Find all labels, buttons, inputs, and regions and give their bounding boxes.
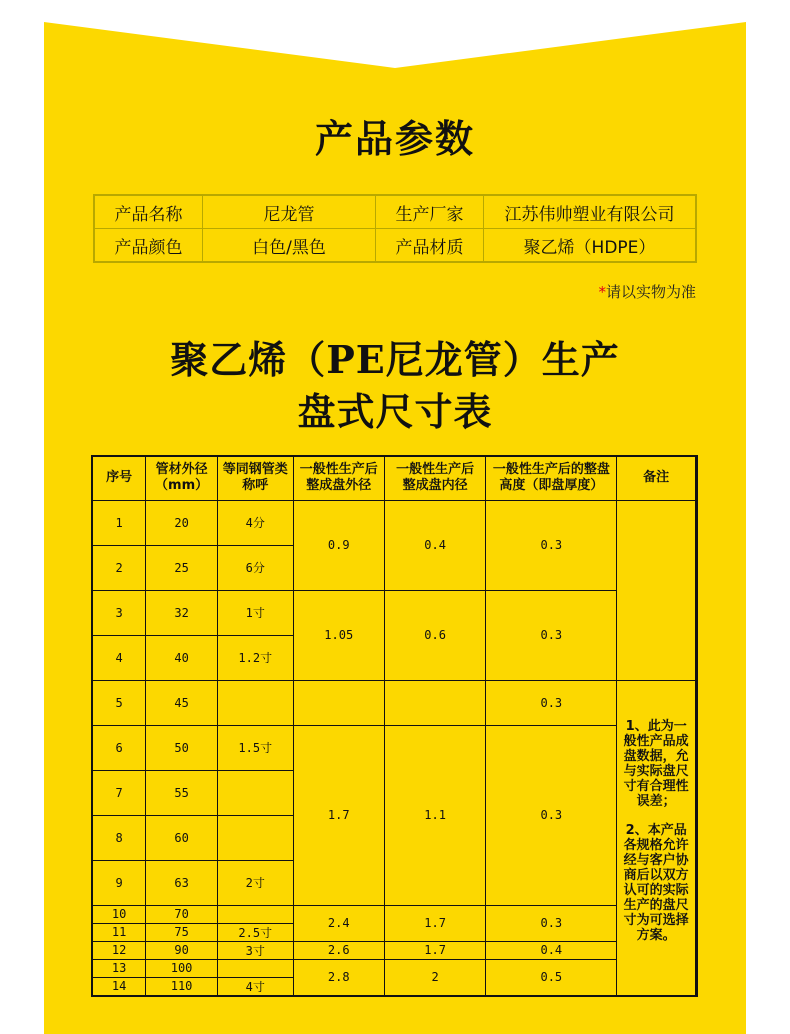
cell-steel <box>218 770 294 815</box>
cell-steel: 3寸 <box>218 941 294 959</box>
spec-label: 产品颜色 <box>94 229 203 263</box>
cell-inner: 1.1 <box>384 725 485 905</box>
table-row <box>92 725 697 770</box>
cell-inner <box>384 680 485 725</box>
cell-steel: 4寸 <box>218 977 294 996</box>
col-header-index: 序号 <box>92 456 146 500</box>
cell-diameter: 25 <box>146 545 218 590</box>
cell-steel <box>218 905 294 923</box>
cell-index: 8 <box>92 815 146 860</box>
page-title: 产品参数 <box>314 117 475 161</box>
cell-steel: 2.5寸 <box>218 923 294 941</box>
cell-diameter: 45 <box>146 680 218 725</box>
cell-outer: 1.7 <box>293 725 384 905</box>
cell-index: 3 <box>92 590 146 635</box>
note <box>598 281 696 302</box>
cell-diameter: 40 <box>146 635 218 680</box>
cell-steel: 1寸 <box>218 590 294 635</box>
cell-diameter: 75 <box>146 923 218 941</box>
table-row <box>92 941 697 959</box>
cell-inner: 2 <box>384 959 485 996</box>
col-header-height: 一般性生产后的整盘 高度（即盘厚度） <box>486 456 617 500</box>
cell-diameter: 110 <box>146 977 218 996</box>
cell-inner: 0.4 <box>384 500 485 590</box>
cell-outer: 1.05 <box>293 590 384 680</box>
header-row <box>92 456 697 500</box>
cell-diameter: 100 <box>146 959 218 977</box>
col-header-diameter: 管材外径 （mm） <box>146 456 218 500</box>
cell-outer: 0.9 <box>293 500 384 590</box>
cell-index: 10 <box>92 905 146 923</box>
cell-steel: 1.5寸 <box>218 725 294 770</box>
cell-diameter: 32 <box>146 590 218 635</box>
cell-steel <box>218 680 294 725</box>
cell-steel <box>218 815 294 860</box>
cell-diameter: 70 <box>146 905 218 923</box>
cell-diameter: 90 <box>146 941 218 959</box>
col-header-outer: 一般性生产后 整成盘外径 <box>293 456 384 500</box>
cell-index: 12 <box>92 941 146 959</box>
spec-value: 尼龙管 <box>203 195 376 229</box>
spec-label: 生产厂家 <box>376 195 484 229</box>
cell-steel: 2寸 <box>218 860 294 905</box>
spec-row <box>94 229 696 263</box>
cell-outer: 2.8 <box>293 959 384 996</box>
spec-value: 聚乙烯（HDPE） <box>484 229 697 263</box>
cell-index: 2 <box>92 545 146 590</box>
cell-steel: 6分 <box>218 545 294 590</box>
cell-height: 0.3 <box>486 680 617 725</box>
cell-index: 13 <box>92 959 146 977</box>
cell-diameter: 55 <box>146 770 218 815</box>
cell-index: 14 <box>92 977 146 996</box>
cell-outer: 2.6 <box>293 941 384 959</box>
size-table-title-line2: 盘式尺寸表 <box>297 389 493 434</box>
cell-steel <box>218 959 294 977</box>
cell-index: 4 <box>92 635 146 680</box>
cell-height: 0.5 <box>486 959 617 996</box>
cell-index: 6 <box>92 725 146 770</box>
table-row <box>92 500 697 545</box>
spec-label: 产品材质 <box>376 229 484 263</box>
size-table-title-line1: 聚乙烯（PE尼龙管）生产 <box>170 337 620 382</box>
col-header-steel-equivalent: 等同钢管类 称呼 <box>218 456 294 500</box>
table-row <box>92 680 697 725</box>
cell-index: 5 <box>92 680 146 725</box>
remark-1: 1、此为一般性产品成盘数据，允与实际盘尺寸有合理性误差； <box>623 718 689 809</box>
cell-inner: 1.7 <box>384 905 485 941</box>
cell-diameter: 60 <box>146 815 218 860</box>
table-row <box>92 959 697 977</box>
cell-steel: 4分 <box>218 500 294 545</box>
cell-height: 0.3 <box>486 590 617 680</box>
cell-remark <box>617 680 696 996</box>
table-row <box>92 590 697 635</box>
size-table-title <box>0 334 790 438</box>
cell-outer <box>293 680 384 725</box>
cell-inner: 0.6 <box>384 590 485 680</box>
cell-index: 1 <box>92 500 146 545</box>
cell-diameter: 20 <box>146 500 218 545</box>
spec-value: 白色/黑色 <box>203 229 376 263</box>
remark-2: 2、本产品各规格允许经与客户协商后以双方认可的实际生产的盘尺寸为可选择方案。 <box>623 822 689 943</box>
cell-height: 0.4 <box>486 941 617 959</box>
table-row <box>92 905 697 923</box>
spec-row <box>94 195 696 229</box>
cell-height: 0.3 <box>486 905 617 941</box>
note-text: 请以实物为准 <box>605 283 696 301</box>
cell-height: 0.3 <box>486 725 617 905</box>
cell-outer: 2.4 <box>293 905 384 941</box>
cell-height: 0.3 <box>486 500 617 590</box>
spec-value: 江苏伟帅塑业有限公司 <box>484 195 697 229</box>
note-star: * <box>598 283 606 301</box>
col-header-remark: 备注 <box>617 456 696 500</box>
cell-inner: 1.7 <box>384 941 485 959</box>
cell-remark-bottom <box>696 959 698 996</box>
cell-diameter: 50 <box>146 725 218 770</box>
cell-diameter: 63 <box>146 860 218 905</box>
spec-label: 产品名称 <box>94 195 203 229</box>
spec-table <box>93 194 697 263</box>
size-table <box>91 455 698 997</box>
col-header-inner: 一般性生产后 整成盘内径 <box>384 456 485 500</box>
cell-index: 9 <box>92 860 146 905</box>
cell-index: 11 <box>92 923 146 941</box>
cell-index: 7 <box>92 770 146 815</box>
cell-steel: 1.2寸 <box>218 635 294 680</box>
cell-remark-top <box>617 500 696 680</box>
